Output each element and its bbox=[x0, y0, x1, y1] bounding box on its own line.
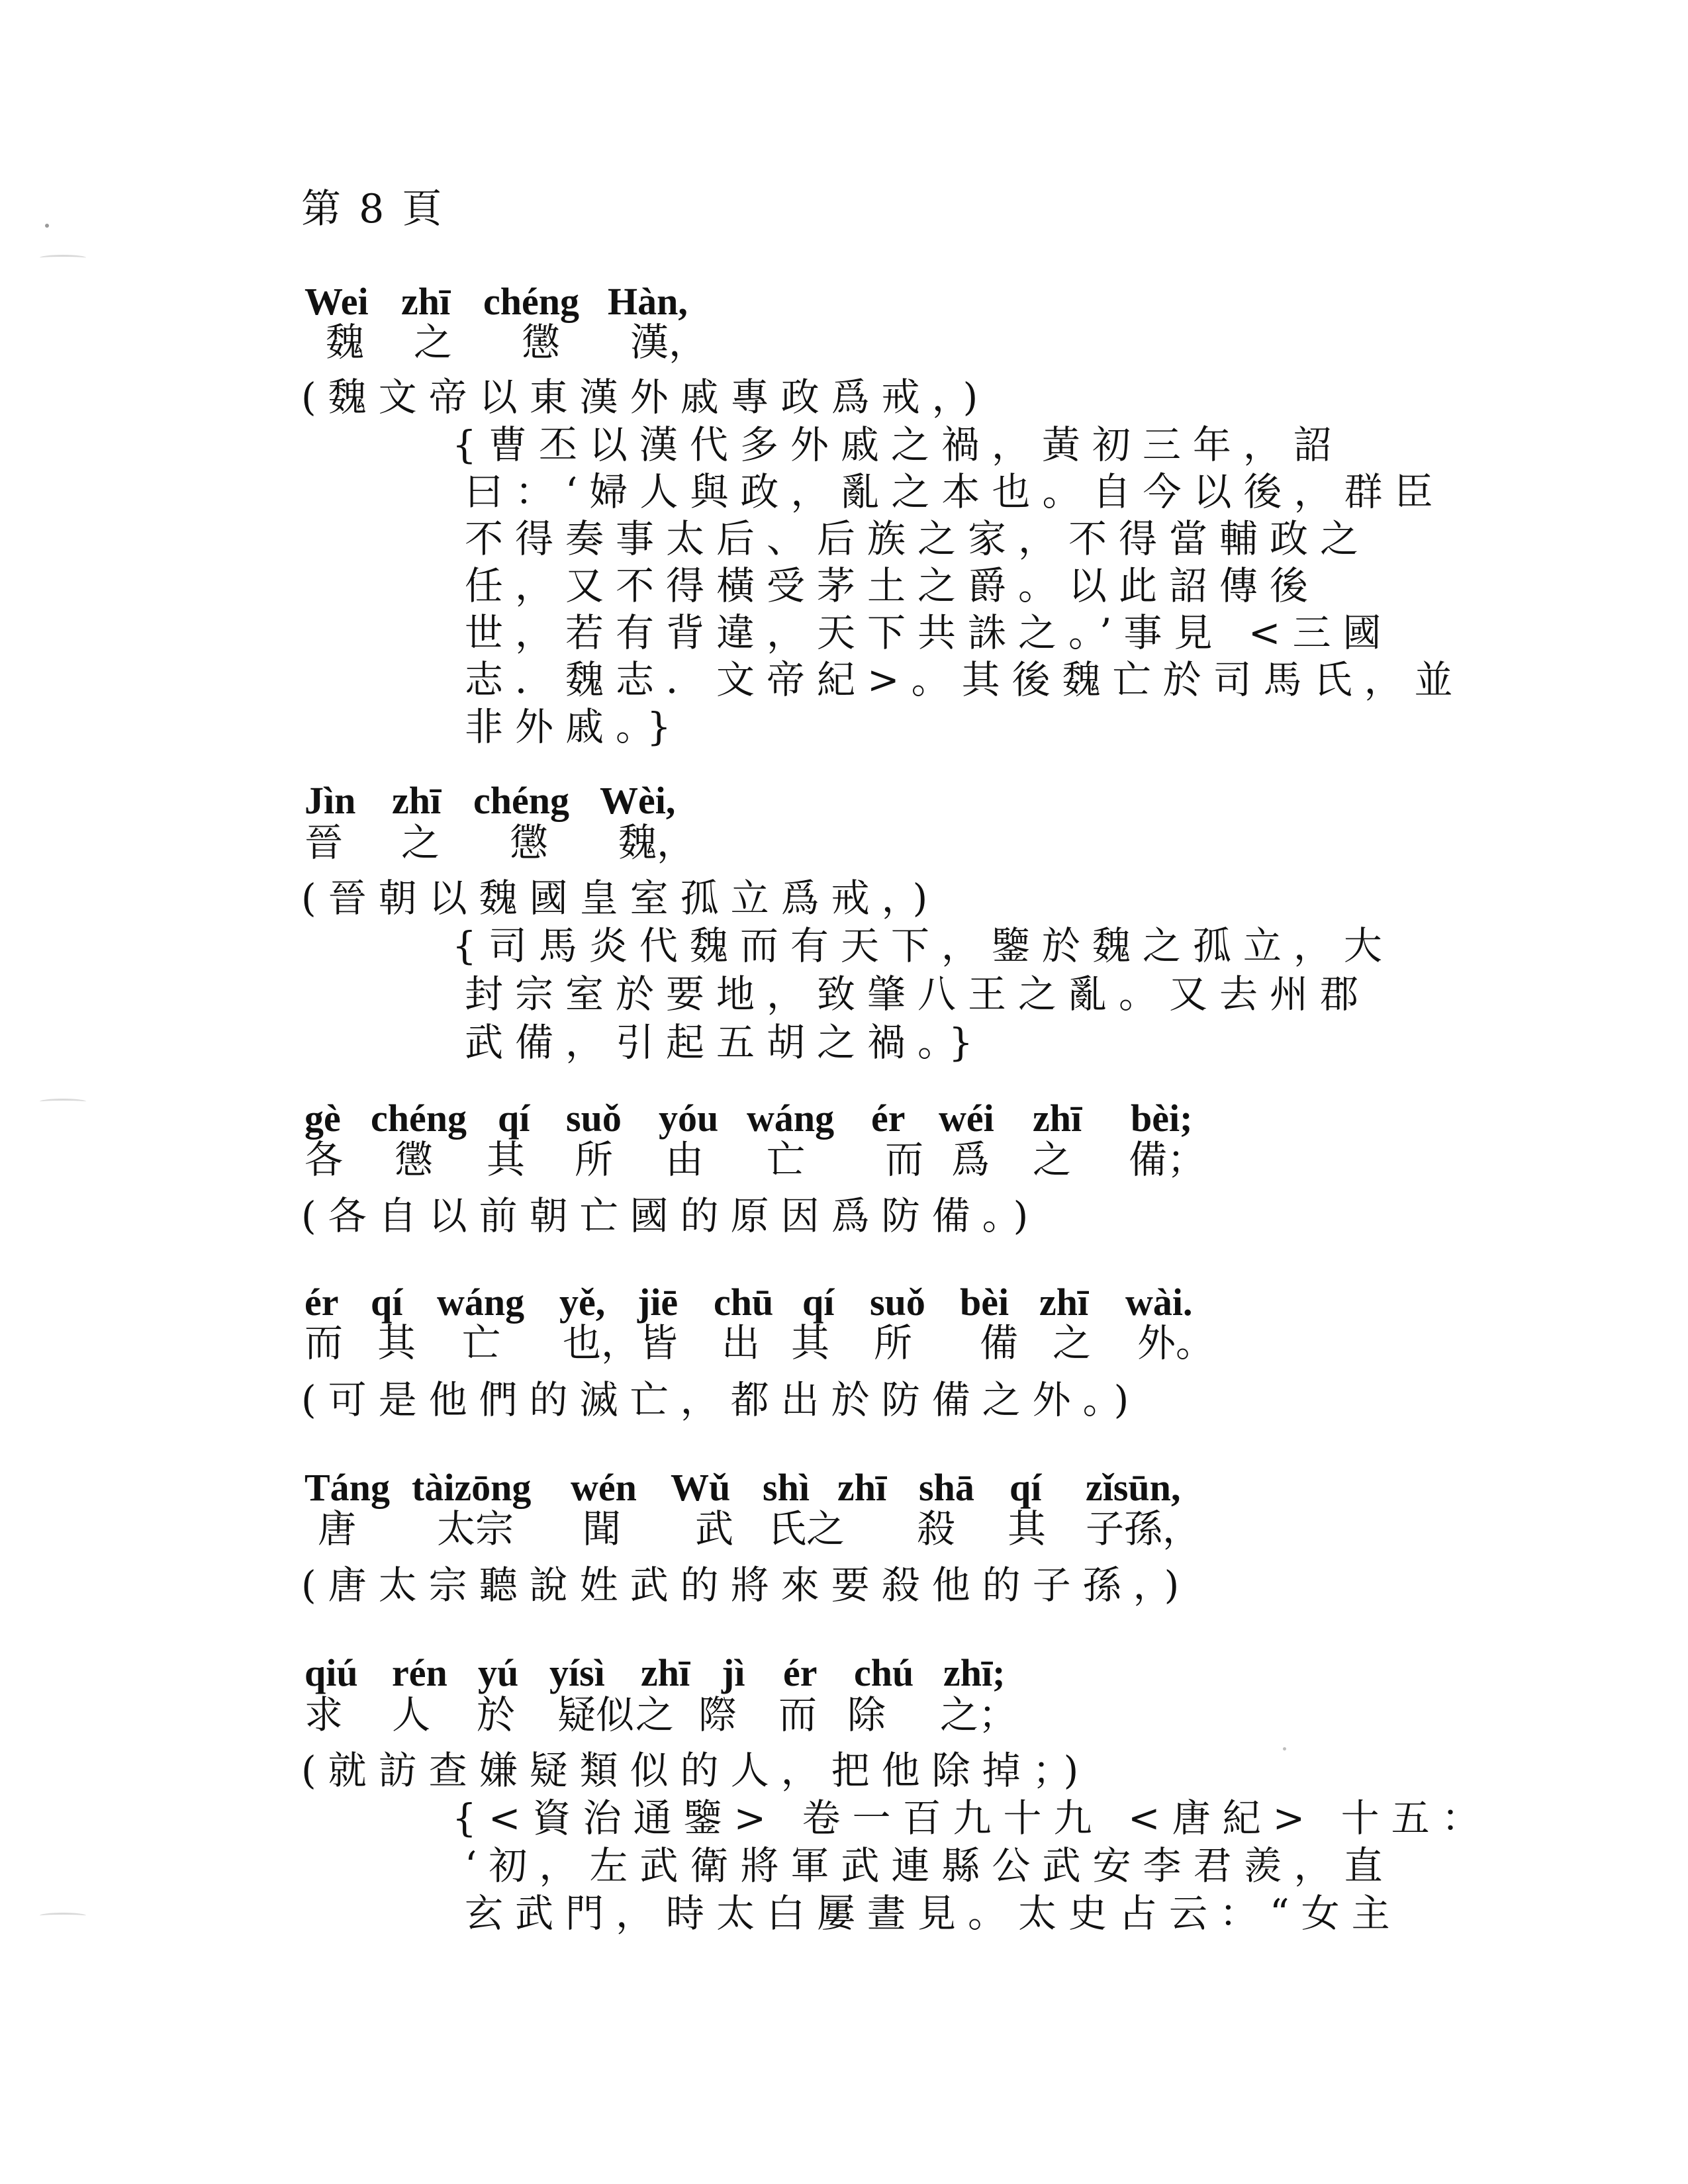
page-number-header: 第 8 頁 bbox=[301, 186, 445, 232]
translation-line: (晉朝以魏國皇室孤立爲戒，) bbox=[301, 876, 940, 921]
hanzi-character: 備 bbox=[980, 1320, 1019, 1365]
note-line: 不得奏事太后、后族之家，不得當輔政之 bbox=[465, 516, 1371, 561]
hanzi-character: 各 bbox=[305, 1137, 344, 1182]
hanzi-line bbox=[0, 311, 1688, 364]
pinyin-syllable: qí bbox=[802, 1281, 835, 1324]
note-line: 非外戚。} bbox=[465, 704, 683, 749]
hanzi-character: 爲 bbox=[951, 1137, 990, 1182]
hanzi-character: 而 bbox=[778, 1692, 818, 1737]
pinyin-syllable: wáng bbox=[747, 1097, 835, 1140]
pinyin-syllable: zhī bbox=[392, 779, 442, 822]
pinyin-syllable: Hàn, bbox=[608, 280, 688, 323]
pinyin-syllable: ér bbox=[783, 1651, 818, 1694]
pinyin-syllable: rén bbox=[392, 1651, 447, 1694]
hanzi-character: 之 bbox=[1053, 1320, 1092, 1365]
pinyin-syllable: wén bbox=[571, 1466, 637, 1509]
note-line: 玄武門，時太白屢晝見。太史占云：“女主 bbox=[465, 1891, 1402, 1936]
hanzi-character: 所 bbox=[575, 1137, 614, 1182]
pinyin-syllable: chú bbox=[854, 1651, 914, 1694]
hanzi-character: 其 bbox=[377, 1320, 416, 1365]
hanzi-character: 出 bbox=[722, 1320, 761, 1365]
hanzi-character: 之 bbox=[414, 320, 453, 365]
hanzi-line bbox=[0, 1312, 1688, 1365]
hanzi-character: 唐 bbox=[318, 1506, 357, 1551]
pinyin-syllable: qí bbox=[371, 1281, 403, 1324]
pinyin-syllable: chéng bbox=[473, 779, 569, 822]
hanzi-line bbox=[0, 1684, 1688, 1737]
pinyin-syllable: yísì bbox=[549, 1651, 605, 1694]
pinyin-syllable: Jìn bbox=[305, 779, 356, 822]
hanzi-character: 人 bbox=[392, 1692, 431, 1737]
pinyin-syllable: shì bbox=[763, 1466, 810, 1509]
hanzi-character: 晉 bbox=[305, 820, 344, 865]
hanzi-character: 際 bbox=[698, 1692, 737, 1737]
hanzi-character: 求 bbox=[305, 1692, 344, 1737]
hanzi-character: 之； bbox=[940, 1692, 1017, 1737]
pinyin-syllable: Táng bbox=[305, 1466, 390, 1509]
note-line: 武備，引起五胡之禍。} bbox=[465, 1020, 985, 1065]
pinyin-syllable: zhī bbox=[837, 1466, 887, 1509]
scan-edge-mark bbox=[40, 255, 86, 261]
hanzi-character: 之 bbox=[401, 820, 440, 865]
pinyin-syllable: gè bbox=[305, 1097, 341, 1140]
hanzi-character: 魏 bbox=[326, 320, 365, 365]
hanzi-character: 也，皆 bbox=[563, 1320, 679, 1365]
hanzi-character: 懲 bbox=[395, 1137, 434, 1182]
scan-edge-mark bbox=[40, 1099, 86, 1105]
pinyin-syllable: tàizōng bbox=[412, 1466, 532, 1509]
pinyin-syllable: bèi bbox=[960, 1281, 1009, 1324]
pinyin-syllable: wài. bbox=[1125, 1281, 1193, 1324]
pinyin-syllable: Wèi, bbox=[600, 779, 676, 822]
hanzi-character: 聞 bbox=[583, 1506, 622, 1551]
hanzi-character: 亡 bbox=[767, 1137, 806, 1182]
translation-line: (魏文帝以東漢外戚專政爲戒，) bbox=[301, 375, 990, 420]
pinyin-syllable: chéng bbox=[483, 280, 579, 323]
hanzi-character: 由 bbox=[665, 1137, 704, 1182]
hanzi-character: 武 bbox=[695, 1506, 734, 1551]
hanzi-character: 殺 bbox=[917, 1506, 956, 1551]
pinyin-syllable: zhī bbox=[1033, 1097, 1082, 1140]
pinyin-syllable: Wǔ bbox=[671, 1466, 731, 1509]
translation-line: (可是他們的滅亡，都出於防備之外。) bbox=[301, 1377, 1141, 1422]
hanzi-character: 氏之 bbox=[768, 1506, 845, 1551]
pinyin-syllable: yú bbox=[478, 1651, 519, 1694]
pinyin-syllable: wáng bbox=[437, 1281, 525, 1324]
translation-line: (唐太宗聽說姓武的將來要殺他的子孫，) bbox=[301, 1563, 1192, 1608]
hanzi-character: 所 bbox=[874, 1320, 913, 1365]
pinyin-syllable: suǒ bbox=[870, 1281, 925, 1324]
hanzi-character: 亡 bbox=[462, 1320, 501, 1365]
hanzi-character: 漢， bbox=[630, 320, 708, 365]
hanzi-character: 而 bbox=[305, 1320, 344, 1365]
pinyin-syllable: zhī bbox=[641, 1651, 690, 1694]
pinyin-syllable: ér bbox=[305, 1281, 339, 1324]
hanzi-character: 太宗 bbox=[437, 1506, 514, 1551]
pinyin-syllable: suǒ bbox=[566, 1097, 622, 1140]
pinyin-syllable: yě, bbox=[559, 1281, 606, 1324]
hanzi-character: 魏， bbox=[618, 820, 696, 865]
pinyin-syllable: zǐsūn, bbox=[1086, 1466, 1181, 1509]
hanzi-character: 其 bbox=[1008, 1506, 1047, 1551]
hanzi-character: 疑似 bbox=[557, 1692, 635, 1737]
pinyin-syllable: jiē bbox=[637, 1281, 679, 1324]
note-line: 封宗室於要地，致肇八王之亂。又去州郡 bbox=[465, 972, 1371, 1017]
note-line: {<資治通鑒> 卷一百九十九 <唐紀> 十五： bbox=[452, 1796, 1492, 1841]
hanzi-line bbox=[0, 1498, 1688, 1551]
hanzi-character: 之 bbox=[635, 1692, 675, 1737]
hanzi-character: 之 bbox=[1033, 1137, 1072, 1182]
hanzi-character: 懲 bbox=[510, 820, 549, 865]
pinyin-syllable: qiú bbox=[305, 1651, 358, 1694]
hanzi-character: 懲 bbox=[522, 320, 561, 365]
pinyin-syllable: zhī bbox=[401, 280, 451, 323]
hanzi-line bbox=[0, 811, 1688, 864]
note-line: 志．魏志．文帝紀>。其後魏亡於司馬氏，並 bbox=[465, 657, 1465, 702]
note-line: 任，又不得橫受茅土之爵。以此詔傳後 bbox=[465, 563, 1321, 608]
pinyin-syllable: chéng bbox=[371, 1097, 467, 1140]
pinyin-syllable: jì bbox=[722, 1651, 745, 1694]
pinyin-syllable: ér bbox=[871, 1097, 906, 1140]
translation-line: (各自以前朝亡國的原因爲防備。) bbox=[301, 1193, 1041, 1238]
hanzi-line bbox=[0, 1128, 1688, 1181]
pinyin-syllable: yóu bbox=[659, 1097, 719, 1140]
pinyin-syllable: chū bbox=[714, 1281, 774, 1324]
hanzi-character: 其 bbox=[791, 1320, 830, 1365]
translation-line: (就訪查嫌疑類似的人，把他除掉；) bbox=[301, 1748, 1091, 1793]
note-line: {司馬炎代魏而有天下，鑒於魏之孤立，大 bbox=[452, 923, 1394, 968]
pinyin-syllable: zhī; bbox=[943, 1651, 1006, 1694]
hanzi-character: 除 bbox=[847, 1692, 886, 1737]
pinyin-syllable: zhī bbox=[1039, 1281, 1089, 1324]
pinyin-syllable: qí bbox=[1009, 1466, 1042, 1509]
pinyin-syllable: Wei bbox=[305, 280, 369, 323]
hanzi-character: 於 bbox=[477, 1692, 516, 1737]
pinyin-syllable: wéi bbox=[939, 1097, 994, 1140]
hanzi-character: 其 bbox=[487, 1137, 526, 1182]
hanzi-character: 備； bbox=[1129, 1137, 1206, 1182]
note-line: 世，若有背違，天下共誅之。’事見 <三國 bbox=[465, 610, 1393, 655]
note-line: ‘初，左武衛將軍武連縣公武安李君羨，直 bbox=[465, 1843, 1395, 1888]
scan-edge-mark bbox=[40, 1913, 86, 1919]
hanzi-character: 而 bbox=[885, 1137, 924, 1182]
pinyin-syllable: bèi; bbox=[1131, 1097, 1193, 1140]
note-line: {曹丕以漢代多外戚之禍，黃初三年，詔 bbox=[452, 422, 1344, 467]
pinyin-syllable: qí bbox=[498, 1097, 530, 1140]
hanzi-character: 外。 bbox=[1137, 1320, 1215, 1365]
scan-speck bbox=[1283, 1747, 1286, 1751]
pinyin-syllable: shā bbox=[919, 1466, 974, 1509]
hanzi-character: 子孫， bbox=[1086, 1506, 1201, 1551]
scan-speck bbox=[45, 224, 49, 228]
note-line: 曰：‘婦人與政，亂之本也。自今以後，群臣 bbox=[465, 469, 1445, 514]
